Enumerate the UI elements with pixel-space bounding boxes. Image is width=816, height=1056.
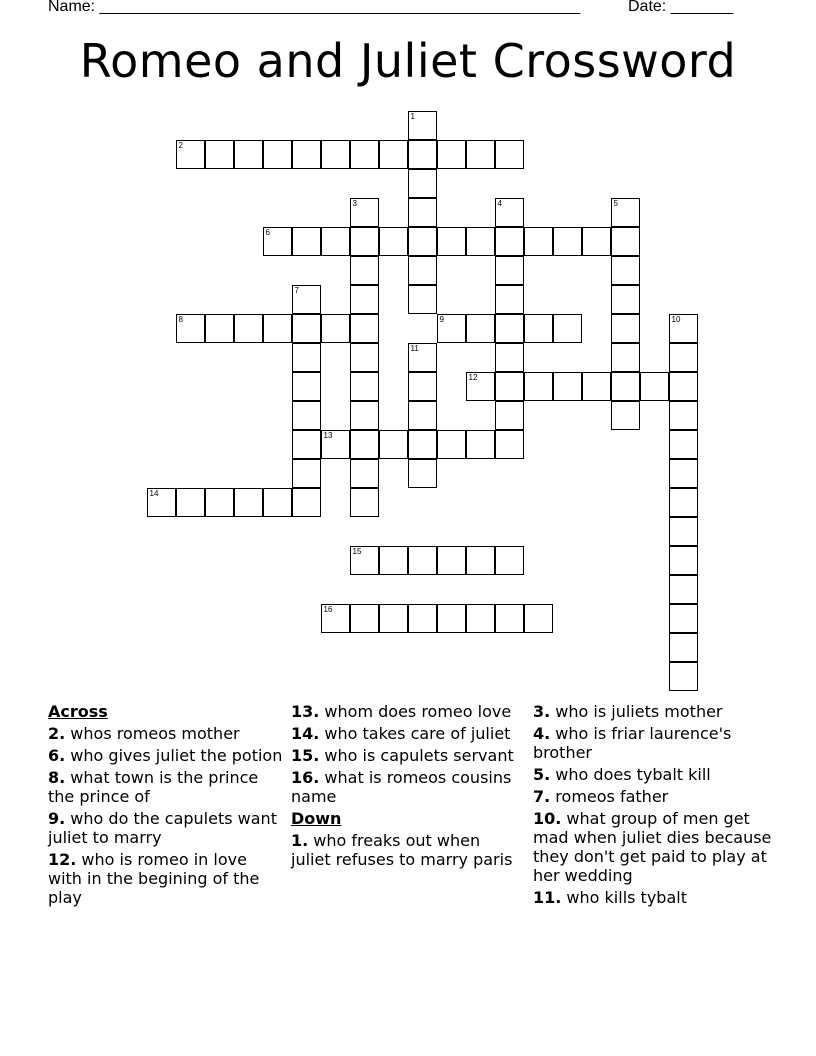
clue-number: 6 xyxy=(265,227,270,237)
grid-cell[interactable] xyxy=(466,604,495,633)
date-field-label: Date: _______ xyxy=(628,0,733,15)
grid-cell[interactable] xyxy=(234,314,263,343)
grid-cell[interactable] xyxy=(495,343,524,372)
clue-item xyxy=(48,768,283,806)
grid-cell[interactable] xyxy=(611,343,640,372)
grid-cell[interactable] xyxy=(495,430,524,459)
clue-item xyxy=(48,746,283,765)
clue-number-label: 8. xyxy=(48,768,66,787)
grid-cell[interactable] xyxy=(176,314,205,343)
clue-number-label: 4. xyxy=(533,724,551,743)
grid-cell[interactable] xyxy=(669,517,698,546)
grid-cell[interactable] xyxy=(176,488,205,517)
grid-cell[interactable] xyxy=(408,198,437,227)
clue-text: who does tybalt kill xyxy=(550,765,711,784)
grid-cell[interactable] xyxy=(553,372,582,401)
clue-text: what group of men get mad when juliet dies because they don't get paid to play at her wedding xyxy=(533,809,772,885)
grid-cell[interactable] xyxy=(669,604,698,633)
grid-cell[interactable] xyxy=(205,140,234,169)
clue-item xyxy=(291,768,516,806)
clue-number-label: 15. xyxy=(291,746,320,765)
clue-number-label: 6. xyxy=(48,746,66,765)
clue-column-3 xyxy=(533,702,773,910)
grid-cell[interactable] xyxy=(350,546,379,575)
clue-text: whos romeos mother xyxy=(65,724,240,743)
clue-text: who is romeo in love with in the begining of the play xyxy=(48,850,260,907)
clue-text: who freaks out when juliet refuses to marry paris xyxy=(291,831,513,869)
grid-cell[interactable] xyxy=(379,430,408,459)
grid-cell[interactable] xyxy=(408,430,437,459)
grid-cell[interactable] xyxy=(524,604,553,633)
grid-cell[interactable] xyxy=(466,314,495,343)
grid-cell[interactable] xyxy=(437,314,466,343)
clue-number-label: 7. xyxy=(533,787,551,806)
grid-cell[interactable] xyxy=(350,227,379,256)
grid-cell[interactable] xyxy=(408,459,437,488)
clue-number: 12 xyxy=(468,372,478,382)
clue-number: 11 xyxy=(410,343,419,353)
grid-cell[interactable] xyxy=(466,140,495,169)
clue-number: 5 xyxy=(613,198,618,208)
grid-cell[interactable] xyxy=(669,401,698,430)
clue-item xyxy=(291,702,516,721)
grid-cell[interactable] xyxy=(466,227,495,256)
clue-text: who is capulets servant xyxy=(319,746,514,765)
grid-cell[interactable] xyxy=(437,430,466,459)
clue-number: 7 xyxy=(294,285,299,295)
grid-cell[interactable] xyxy=(669,575,698,604)
grid-cell[interactable] xyxy=(292,401,321,430)
grid-cell[interactable] xyxy=(495,401,524,430)
grid-cell[interactable] xyxy=(350,256,379,285)
grid-cell[interactable] xyxy=(437,227,466,256)
grid-cell[interactable] xyxy=(408,401,437,430)
clue-item xyxy=(533,765,773,784)
grid-cell[interactable] xyxy=(669,430,698,459)
clue-item xyxy=(533,888,773,907)
grid-cell[interactable] xyxy=(350,198,379,227)
grid-cell[interactable] xyxy=(669,343,698,372)
clue-text: who do the capulets want juliet to marry xyxy=(48,809,277,847)
grid-cell[interactable] xyxy=(408,140,437,169)
grid-cell[interactable] xyxy=(292,430,321,459)
grid-cell[interactable] xyxy=(495,604,524,633)
clue-number-label: 5. xyxy=(533,765,551,784)
grid-cell[interactable] xyxy=(292,343,321,372)
clue-text: who is friar laurence's brother xyxy=(533,724,732,762)
grid-cell[interactable] xyxy=(350,459,379,488)
clue-number: 13 xyxy=(323,430,333,440)
clue-number-label: 14. xyxy=(291,724,320,743)
clue-item xyxy=(291,831,516,869)
grid-cell[interactable] xyxy=(292,488,321,517)
grid-cell[interactable] xyxy=(408,285,437,314)
grid-cell[interactable] xyxy=(350,372,379,401)
grid-cell[interactable] xyxy=(437,604,466,633)
clue-number-label: 16. xyxy=(291,768,320,787)
grid-cell[interactable] xyxy=(408,604,437,633)
grid-cell[interactable] xyxy=(611,227,640,256)
clue-text: romeos father xyxy=(550,787,669,806)
grid-cell[interactable] xyxy=(292,285,321,314)
grid-cell[interactable] xyxy=(408,227,437,256)
clue-column-1 xyxy=(48,702,283,910)
grid-cell[interactable] xyxy=(669,314,698,343)
grid-cell[interactable] xyxy=(669,546,698,575)
name-field-label: Name: ______________________________________________________ xyxy=(48,0,581,15)
clue-item xyxy=(291,746,516,765)
grid-cell[interactable] xyxy=(524,372,553,401)
grid-cell[interactable] xyxy=(379,604,408,633)
grid-cell[interactable] xyxy=(495,546,524,575)
grid-cell[interactable] xyxy=(669,633,698,662)
grid-cell[interactable] xyxy=(321,604,350,633)
grid-cell[interactable] xyxy=(495,140,524,169)
grid-cell[interactable] xyxy=(669,459,698,488)
grid-cell[interactable] xyxy=(147,488,176,517)
grid-cell[interactable] xyxy=(321,227,350,256)
grid-cell[interactable] xyxy=(495,227,524,256)
grid-cell[interactable] xyxy=(234,488,263,517)
grid-cell[interactable] xyxy=(292,459,321,488)
clue-text: who takes care of juliet xyxy=(319,724,511,743)
clue-number-label: 2. xyxy=(48,724,66,743)
grid-cell[interactable] xyxy=(408,256,437,285)
clue-number: 10 xyxy=(671,314,681,324)
clue-number-label: 11. xyxy=(533,888,562,907)
grid-cell[interactable] xyxy=(611,256,640,285)
grid-cell[interactable] xyxy=(379,546,408,575)
clue-text: who is juliets mother xyxy=(550,702,723,721)
clue-section-heading: Down xyxy=(291,809,342,828)
grid-cell[interactable] xyxy=(350,604,379,633)
grid-cell[interactable] xyxy=(408,343,437,372)
clue-number: 9 xyxy=(439,314,444,324)
clue-number: 4 xyxy=(497,198,502,208)
clue-number-label: 9. xyxy=(48,809,66,828)
grid-cell[interactable] xyxy=(669,372,698,401)
clue-number: 15 xyxy=(352,546,362,556)
clue-number: 14 xyxy=(149,488,159,498)
grid-cell[interactable] xyxy=(437,140,466,169)
grid-cell[interactable] xyxy=(495,285,524,314)
clue-number: 1 xyxy=(410,111,415,121)
grid-cell[interactable] xyxy=(350,314,379,343)
grid-cell[interactable] xyxy=(379,227,408,256)
clue-item xyxy=(533,724,773,762)
grid-cell[interactable] xyxy=(495,256,524,285)
grid-cell[interactable] xyxy=(350,140,379,169)
clue-number-label: 10. xyxy=(533,809,562,828)
grid-cell[interactable] xyxy=(263,140,292,169)
clue-number-label: 1. xyxy=(291,831,309,850)
clue-number-label: 12. xyxy=(48,850,77,869)
grid-cell[interactable] xyxy=(495,198,524,227)
grid-cell[interactable] xyxy=(611,314,640,343)
grid-cell[interactable] xyxy=(321,140,350,169)
clue-section-heading: Across xyxy=(48,702,108,721)
clue-item xyxy=(533,702,773,721)
grid-cell[interactable] xyxy=(640,372,669,401)
grid-cell[interactable] xyxy=(669,488,698,517)
grid-cell[interactable] xyxy=(611,401,640,430)
clue-number: 2 xyxy=(178,140,183,150)
grid-cell[interactable] xyxy=(234,140,263,169)
grid-cell[interactable] xyxy=(350,488,379,517)
clue-item xyxy=(533,787,773,806)
clue-item xyxy=(291,724,516,743)
grid-cell[interactable] xyxy=(263,227,292,256)
clue-text: what town is the prince the prince of xyxy=(48,768,259,806)
clue-text: whom does romeo love xyxy=(319,702,512,721)
grid-cell[interactable] xyxy=(408,546,437,575)
grid-cell[interactable] xyxy=(466,430,495,459)
grid-cell[interactable] xyxy=(611,285,640,314)
page-title: Romeo and Juliet Crossword xyxy=(79,34,737,88)
grid-cell[interactable] xyxy=(379,140,408,169)
grid-cell[interactable] xyxy=(524,314,553,343)
grid-cell[interactable] xyxy=(408,169,437,198)
grid-cell[interactable] xyxy=(582,372,611,401)
grid-cell[interactable] xyxy=(292,227,321,256)
grid-cell[interactable] xyxy=(350,401,379,430)
clue-text: who kills tybalt xyxy=(561,888,687,907)
grid-cell[interactable] xyxy=(350,285,379,314)
clue-item xyxy=(533,809,773,885)
grid-cell[interactable] xyxy=(524,227,553,256)
grid-cell[interactable] xyxy=(466,372,495,401)
clue-text: what is romeos cousins name xyxy=(291,768,512,806)
grid-cell[interactable] xyxy=(321,430,350,459)
grid-cell[interactable] xyxy=(437,546,466,575)
grid-cell[interactable] xyxy=(582,227,611,256)
grid-cell[interactable] xyxy=(408,111,437,140)
grid-cell[interactable] xyxy=(321,314,350,343)
grid-cell[interactable] xyxy=(553,314,582,343)
clue-text: who gives juliet the potion xyxy=(65,746,283,765)
grid-cell[interactable] xyxy=(292,314,321,343)
clue-number-label: 13. xyxy=(291,702,320,721)
clue-number: 16 xyxy=(323,604,333,614)
grid-cell[interactable] xyxy=(205,488,234,517)
grid-cell[interactable] xyxy=(350,343,379,372)
grid-cell[interactable] xyxy=(611,198,640,227)
clue-item xyxy=(48,850,283,907)
grid-cell[interactable] xyxy=(611,372,640,401)
clue-column-2 xyxy=(291,702,516,872)
clue-number: 3 xyxy=(352,198,357,208)
grid-cell[interactable] xyxy=(292,140,321,169)
grid-cell[interactable] xyxy=(669,662,698,691)
grid-cell[interactable] xyxy=(205,314,234,343)
grid-cell[interactable] xyxy=(408,372,437,401)
grid-cell[interactable] xyxy=(350,430,379,459)
clue-number: 8 xyxy=(178,314,183,324)
grid-cell[interactable] xyxy=(176,140,205,169)
grid-cell[interactable] xyxy=(292,372,321,401)
clue-item xyxy=(48,724,283,743)
grid-cell[interactable] xyxy=(495,372,524,401)
grid-cell[interactable] xyxy=(466,546,495,575)
grid-cell[interactable] xyxy=(495,314,524,343)
clue-item xyxy=(48,809,283,847)
grid-cell[interactable] xyxy=(263,314,292,343)
grid-cell[interactable] xyxy=(553,227,582,256)
clue-number-label: 3. xyxy=(533,702,551,721)
grid-cell[interactable] xyxy=(263,488,292,517)
